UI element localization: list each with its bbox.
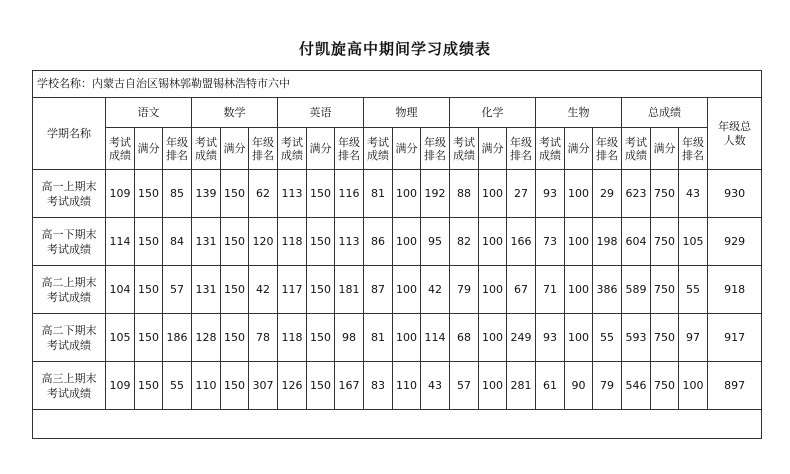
grade-rank-header-line: 年级 <box>510 135 532 149</box>
exam-score: 546 <box>622 362 651 410</box>
exam-score-header-line: 考试 <box>195 135 217 149</box>
grade-rank: 57 <box>163 266 192 314</box>
exam-score: 73 <box>536 218 565 266</box>
grade-rank-header <box>249 128 278 170</box>
exam-score: 88 <box>450 170 479 218</box>
grade-total-count: 897 <box>708 362 762 410</box>
grade-rank: 95 <box>421 218 450 266</box>
grade-rank: 198 <box>593 218 622 266</box>
full-score: 150 <box>135 314 163 362</box>
full-score-header-line: 满分 <box>395 142 418 155</box>
exam-score: 61 <box>536 362 565 410</box>
exam-score: 71 <box>536 266 565 314</box>
full-score-header-line: 满分 <box>223 142 246 155</box>
full-score: 100 <box>565 266 593 314</box>
exam-score: 131 <box>192 218 221 266</box>
full-score: 150 <box>307 170 335 218</box>
grade-rank: 192 <box>421 170 450 218</box>
exam-score: 93 <box>536 170 565 218</box>
exam-score: 117 <box>278 266 307 314</box>
grade-total-count: 918 <box>708 266 762 314</box>
exam-score-header-line: 成绩 <box>453 148 475 162</box>
exam-score: 57 <box>450 362 479 410</box>
grade-rank: 84 <box>163 218 192 266</box>
full-score: 150 <box>221 362 249 410</box>
exam-score: 110 <box>192 362 221 410</box>
exam-score-header <box>450 128 479 170</box>
full-score: 150 <box>135 170 163 218</box>
grade-rank-header <box>507 128 536 170</box>
full-score: 100 <box>479 314 507 362</box>
full-score-header <box>479 128 507 170</box>
grade-total-count: 930 <box>708 170 762 218</box>
exam-score: 105 <box>106 314 135 362</box>
exam-score-header-line: 考试 <box>109 135 131 149</box>
full-score-header <box>651 128 679 170</box>
term-name <box>33 362 106 410</box>
exam-score: 109 <box>106 170 135 218</box>
subject-header: 生物 <box>536 98 622 128</box>
table-row <box>33 314 762 362</box>
exam-score-header-line: 成绩 <box>281 148 303 162</box>
exam-score: 604 <box>622 218 651 266</box>
empty-footer-row <box>33 410 762 439</box>
full-score-header <box>221 128 249 170</box>
grade-rank: 29 <box>593 170 622 218</box>
exam-score-header-line: 成绩 <box>109 148 131 162</box>
full-score: 750 <box>651 218 679 266</box>
full-score-header-line: 满分 <box>653 142 676 155</box>
grade-rank: 42 <box>421 266 450 314</box>
exam-score-header-line: 考试 <box>625 135 647 149</box>
exam-score: 118 <box>278 314 307 362</box>
full-score: 150 <box>221 266 249 314</box>
full-score: 100 <box>565 170 593 218</box>
term-name-line: 高一上期末 <box>41 179 97 193</box>
full-score: 150 <box>221 218 249 266</box>
grade-rank: 42 <box>249 266 278 314</box>
exam-score: 81 <box>364 314 393 362</box>
grade-rank: 43 <box>679 170 708 218</box>
grade-rank-header <box>679 128 708 170</box>
grade-rank-header-line: 排名 <box>596 148 618 162</box>
full-score-header <box>393 128 421 170</box>
grade-rank: 43 <box>421 362 450 410</box>
term-name <box>33 218 106 266</box>
grade-rank: 55 <box>679 266 708 314</box>
grade-total-line: 人数 <box>723 133 746 147</box>
full-score-header <box>565 128 593 170</box>
exam-score-header <box>536 128 565 170</box>
exam-score-header <box>106 128 135 170</box>
exam-score-header-line: 成绩 <box>625 148 647 162</box>
grade-rank: 186 <box>163 314 192 362</box>
exam-score-header-line: 考试 <box>281 135 303 149</box>
term-name-line: 高三上期末 <box>41 371 97 385</box>
full-score: 100 <box>393 170 421 218</box>
full-score: 750 <box>651 362 679 410</box>
exam-score: 589 <box>622 266 651 314</box>
full-score: 750 <box>651 266 679 314</box>
grade-rank: 97 <box>679 314 708 362</box>
grade-rank-header-line: 年级 <box>252 135 274 149</box>
exam-score-header-line: 考试 <box>539 135 561 149</box>
exam-score-header-line: 成绩 <box>539 148 561 162</box>
term-name-line: 考试成绩 <box>47 194 91 208</box>
grade-rank: 114 <box>421 314 450 362</box>
grade-rank-header-line: 排名 <box>338 148 360 162</box>
grade-rank-header <box>421 128 450 170</box>
full-score-header-line: 满分 <box>137 142 160 155</box>
full-score-header-line: 满分 <box>567 142 590 155</box>
exam-score-header-line: 考试 <box>367 135 389 149</box>
exam-score-header <box>622 128 651 170</box>
term-name-line: 高二下期末 <box>41 323 97 337</box>
full-score-header <box>307 128 335 170</box>
table-row <box>33 218 762 266</box>
exam-score: 87 <box>364 266 393 314</box>
grade-rank: 67 <box>507 266 536 314</box>
grade-rank-header-line: 排名 <box>510 148 532 162</box>
full-score: 100 <box>565 218 593 266</box>
grade-total-header <box>708 98 762 170</box>
grade-rank: 116 <box>335 170 364 218</box>
term-name <box>33 170 106 218</box>
grade-rank-header-line: 年级 <box>596 135 618 149</box>
full-score: 750 <box>651 314 679 362</box>
full-score-header-line: 满分 <box>481 142 504 155</box>
term-name-line: 考试成绩 <box>47 290 91 304</box>
page-title: 付凯旋高中期间学习成绩表 <box>298 40 491 58</box>
grade-rank: 98 <box>335 314 364 362</box>
term-name-line: 考试成绩 <box>47 338 91 352</box>
grade-rank: 113 <box>335 218 364 266</box>
grade-rank: 120 <box>249 218 278 266</box>
subject-header: 总成绩 <box>622 98 708 128</box>
exam-score: 79 <box>450 266 479 314</box>
grade-rank: 100 <box>679 362 708 410</box>
full-score: 100 <box>479 362 507 410</box>
grade-rank: 55 <box>163 362 192 410</box>
grade-rank-header-line: 年级 <box>424 135 446 149</box>
exam-score-header <box>192 128 221 170</box>
full-score: 110 <box>393 362 421 410</box>
school-row <box>33 71 762 98</box>
full-score: 90 <box>565 362 593 410</box>
full-score: 150 <box>307 362 335 410</box>
table-row <box>33 170 762 218</box>
grade-rank: 62 <box>249 170 278 218</box>
grade-rank: 78 <box>249 314 278 362</box>
full-score: 150 <box>221 314 249 362</box>
subject-header: 语文 <box>106 98 192 128</box>
grade-rank: 27 <box>507 170 536 218</box>
table-row <box>33 266 762 314</box>
exam-score: 118 <box>278 218 307 266</box>
exam-score: 593 <box>622 314 651 362</box>
grade-rank-header <box>163 128 192 170</box>
grade-rank: 181 <box>335 266 364 314</box>
full-score: 150 <box>135 218 163 266</box>
exam-score: 83 <box>364 362 393 410</box>
grade-rank: 386 <box>593 266 622 314</box>
full-score: 150 <box>307 218 335 266</box>
full-score: 150 <box>307 266 335 314</box>
exam-score: 82 <box>450 218 479 266</box>
grade-rank-header-line: 排名 <box>424 148 446 162</box>
exam-score-header-line: 成绩 <box>367 148 389 162</box>
exam-score: 81 <box>364 170 393 218</box>
term-name-line: 考试成绩 <box>47 386 91 400</box>
grade-rank: 85 <box>163 170 192 218</box>
term-name-line: 考试成绩 <box>47 242 91 256</box>
full-score: 150 <box>135 266 163 314</box>
exam-score-header-line: 考试 <box>453 135 475 149</box>
grade-rank: 167 <box>335 362 364 410</box>
exam-score: 131 <box>192 266 221 314</box>
exam-score: 109 <box>106 362 135 410</box>
grade-total-line: 年级总 <box>718 119 752 133</box>
subject-header: 物理 <box>364 98 450 128</box>
full-score: 150 <box>307 314 335 362</box>
grade-rank-header-line: 排名 <box>252 148 274 162</box>
grade-rank: 79 <box>593 362 622 410</box>
subject-header: 化学 <box>450 98 536 128</box>
grade-rank: 307 <box>249 362 278 410</box>
exam-score-header <box>278 128 307 170</box>
term-name-line: 高二上期末 <box>41 275 97 289</box>
grade-table <box>32 70 762 439</box>
term-name-line: 高一下期末 <box>41 227 97 241</box>
grade-rank-header-line: 排名 <box>682 148 704 162</box>
exam-score: 126 <box>278 362 307 410</box>
grade-rank-header-line: 年级 <box>682 135 704 149</box>
subject-header: 数学 <box>192 98 278 128</box>
exam-score: 86 <box>364 218 393 266</box>
term-header: 学期名称 <box>33 98 106 170</box>
full-score: 100 <box>393 314 421 362</box>
exam-score: 104 <box>106 266 135 314</box>
grade-rank-header-line: 年级 <box>166 135 188 149</box>
grade-rank: 281 <box>507 362 536 410</box>
full-score: 100 <box>565 314 593 362</box>
grade-rank: 105 <box>679 218 708 266</box>
grade-rank-header <box>335 128 364 170</box>
grade-rank: 166 <box>507 218 536 266</box>
exam-score-header <box>364 128 393 170</box>
school-name: 内蒙古自治区锡林郭勒盟锡林浩特市六中 <box>92 77 290 90</box>
exam-score: 114 <box>106 218 135 266</box>
full-score: 750 <box>651 170 679 218</box>
grade-rank-header-line: 排名 <box>166 148 188 162</box>
table-row <box>33 362 762 410</box>
exam-score: 623 <box>622 170 651 218</box>
full-score: 100 <box>479 170 507 218</box>
grade-rank: 55 <box>593 314 622 362</box>
grade-total-count: 917 <box>708 314 762 362</box>
full-score: 100 <box>393 218 421 266</box>
grade-total-count: 929 <box>708 218 762 266</box>
exam-score: 68 <box>450 314 479 362</box>
exam-score-header-line: 成绩 <box>195 148 217 162</box>
full-score: 150 <box>135 362 163 410</box>
grade-rank-header <box>593 128 622 170</box>
full-score-header <box>135 128 163 170</box>
school-label: 学校名称： <box>37 77 92 90</box>
full-score: 150 <box>221 170 249 218</box>
exam-score: 128 <box>192 314 221 362</box>
exam-score: 113 <box>278 170 307 218</box>
term-name <box>33 314 106 362</box>
exam-score: 139 <box>192 170 221 218</box>
full-score: 100 <box>393 266 421 314</box>
grade-rank: 249 <box>507 314 536 362</box>
exam-score: 93 <box>536 314 565 362</box>
full-score: 100 <box>479 266 507 314</box>
subject-header: 英语 <box>278 98 364 128</box>
full-score-header-line: 满分 <box>309 142 332 155</box>
term-name <box>33 266 106 314</box>
full-score: 100 <box>479 218 507 266</box>
grade-rank-header-line: 年级 <box>338 135 360 149</box>
